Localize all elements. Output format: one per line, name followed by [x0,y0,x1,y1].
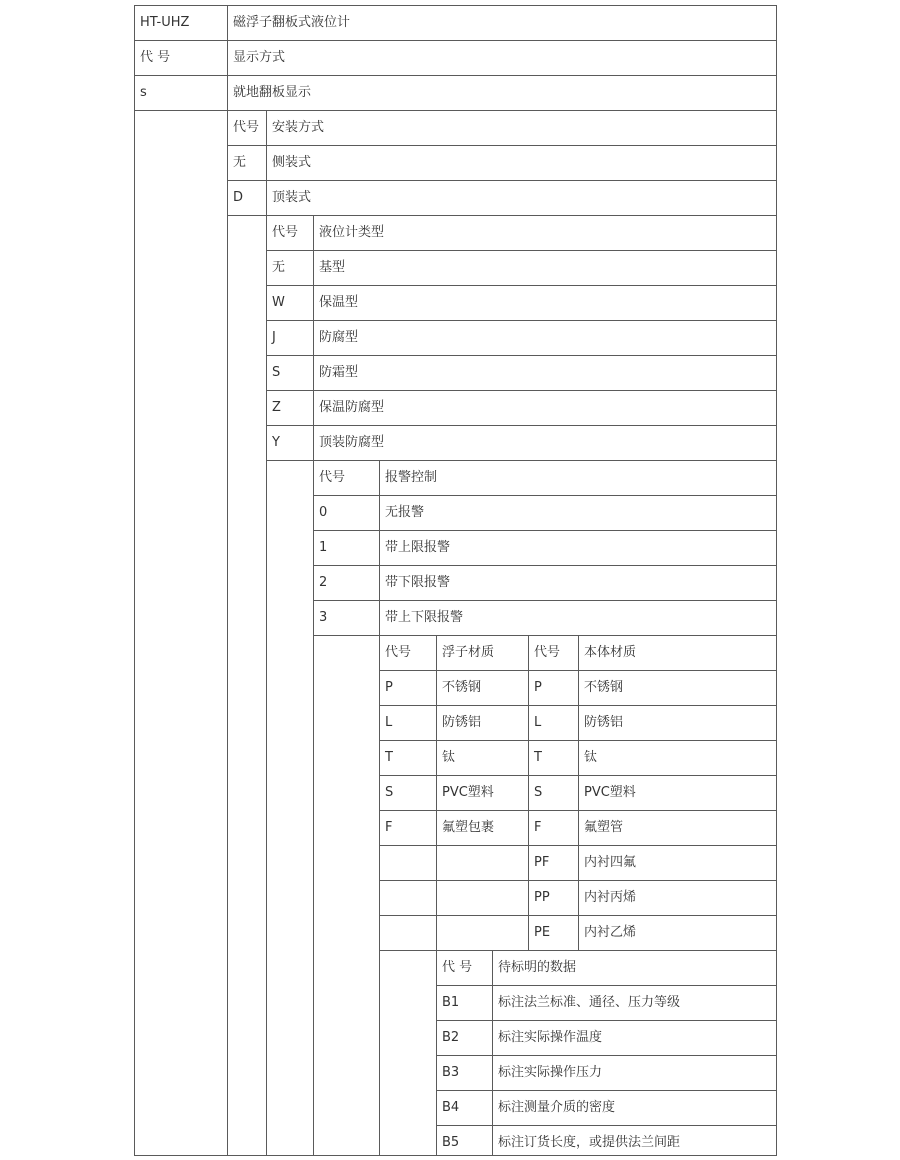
type-label-header: 液位计类型 [319,225,385,240]
float-code [379,880,436,915]
display-label-header: 显示方式 [233,50,286,65]
mount-code: D [233,190,244,205]
mount-code: 无 [233,155,247,170]
table-border-left [134,5,135,1156]
type-code: 无 [272,260,286,275]
spec-label: 标注法兰标准、通径、压力等级 [498,995,681,1010]
float-material: 钛 [442,750,456,765]
mount-label-header: 安装方式 [272,120,325,135]
float-code: F [385,820,393,835]
alarm-label: 带上下限报警 [385,610,464,625]
alarm-label: 带上限报警 [385,540,451,555]
alarm-label: 带下限报警 [385,575,451,590]
spec-label: 标注订货长度，或提供法兰间距 [498,1135,681,1150]
body-code: T [534,750,542,765]
body-material: 防锈铝 [584,715,624,730]
mount-label: 顶装式 [272,190,312,205]
type-label: 保温型 [319,295,359,310]
float-material [436,880,528,915]
body-material: 内衬四氟 [584,855,637,870]
body-material: 内衬乙烯 [584,925,637,940]
body-material: 内衬丙烯 [584,890,637,905]
spec-code: B4 [442,1100,460,1115]
spec-code: B1 [442,995,460,1010]
type-code-header: 代号 [272,225,299,240]
float-code: P [385,680,393,695]
body-code: L [534,715,542,730]
body-material-header: 本体材质 [584,645,637,660]
float-material [436,915,528,950]
type-code: W [272,295,285,310]
alarm-code: 2 [319,575,328,590]
type-label: 顶装防腐型 [319,435,385,450]
type-label: 基型 [319,260,346,275]
float-code: L [385,715,393,730]
spec-label: 标注实际操作温度 [498,1030,603,1045]
spec-label-header: 待标明的数据 [498,960,577,975]
spec-code: B3 [442,1065,460,1080]
body-code-header: 代号 [534,645,561,660]
alarm-code: 1 [319,540,328,555]
body-material: PVC塑料 [584,785,636,800]
table-border-right [776,5,777,1156]
alarm-label-header: 报警控制 [385,470,438,485]
type-label: 保温防腐型 [319,400,385,415]
type-code: S [272,365,281,380]
float-material: PVC塑料 [442,785,494,800]
body-code: PF [534,855,550,870]
body-code: PP [534,890,550,905]
type-label: 防霜型 [319,365,359,380]
body-code: PE [534,925,551,940]
spec-label: 标注测量介质的密度 [498,1100,616,1115]
type-code: Z [272,400,281,415]
float-material-header: 浮子材质 [442,645,495,660]
body-code: S [534,785,543,800]
type-label: 防腐型 [319,330,359,345]
type-code: Y [272,435,280,450]
alarm-code: 0 [319,505,328,520]
mount-label: 侧装式 [272,155,312,170]
body-code: P [534,680,542,695]
float-code: S [385,785,394,800]
body-material: 钛 [584,750,598,765]
model-code: HT-UHZ [140,15,190,30]
spec-code: B5 [442,1135,460,1150]
float-material: 防锈铝 [442,715,482,730]
float-code-header: 代号 [385,645,412,660]
model-name: 磁浮子翻板式液位计 [233,15,351,30]
mount-code-header: 代号 [233,120,260,135]
alarm-label: 无报警 [385,505,425,520]
float-material: 不锈钢 [442,680,482,695]
float-code: T [385,750,393,765]
spec-code-header: 代 号 [442,960,473,975]
body-code: F [534,820,542,835]
float-material: 氟塑包裹 [442,820,495,835]
spec-label: 标注实际操作压力 [498,1065,603,1080]
alarm-code: 3 [319,610,328,625]
alarm-code-header: 代号 [319,470,346,485]
float-material [436,845,528,880]
display-label: 就地翻板显示 [233,85,312,100]
body-material: 氟塑管 [584,820,624,835]
float-code [379,915,436,950]
display-code: s [140,85,147,100]
display-code-header: 代 号 [140,50,171,65]
spec-code: B2 [442,1030,460,1045]
type-code: J [272,330,276,345]
float-code [379,845,436,880]
body-material: 不锈钢 [584,680,624,695]
